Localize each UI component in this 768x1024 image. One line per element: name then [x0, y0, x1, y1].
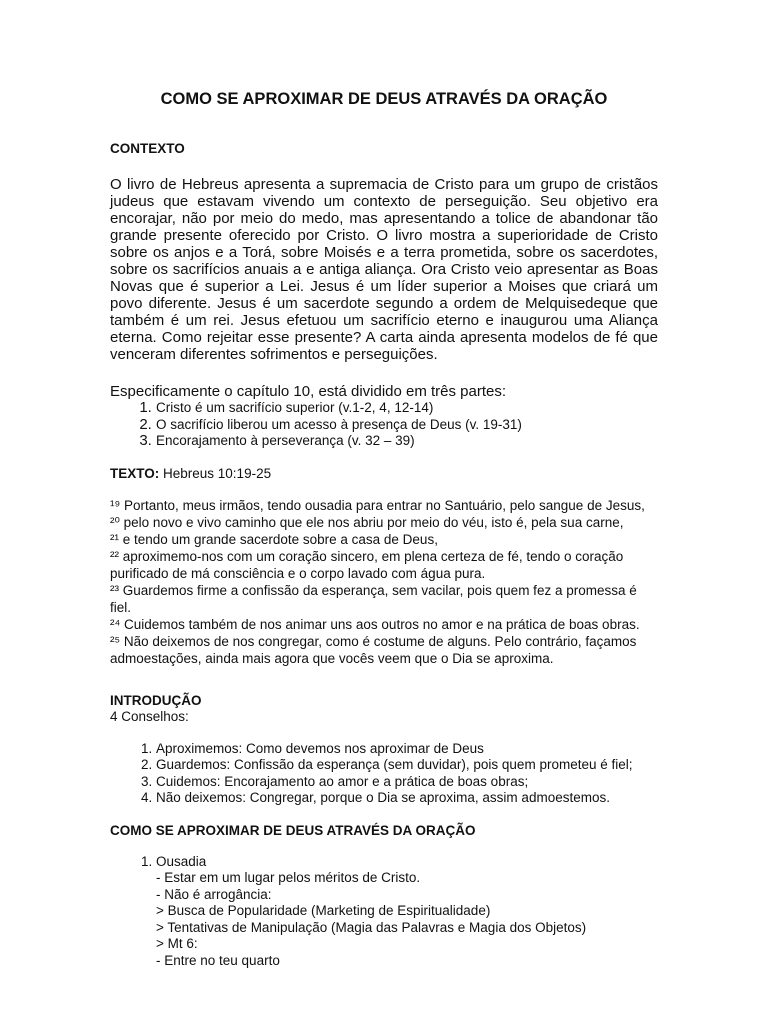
contexto-heading: CONTEXTO: [110, 141, 185, 156]
introducao-subtitle: 4 Conselhos:: [110, 708, 189, 724]
prayer-outline-list: [110, 854, 658, 970]
outline-subpoint: > Mt 6:: [156, 936, 198, 951]
verse-20: ²⁰ pelo novo e vivo caminho que ele nos abriu por meio do véu, isto é, pela sua carne,: [110, 514, 624, 530]
outline-subpoint: - Estar em um lugar pelos méritos de Cristo.: [156, 870, 421, 885]
outline-subpoint: > Tentativas de Manipulação (Magia das Palavras e Magia dos Objetos): [156, 919, 587, 935]
introducao-heading: INTRODUÇÃO: [110, 692, 202, 708]
advice-item: 2. Guardemos: Confissão da esperança (sem duvidar), pois quem prometeu é fiel;: [156, 757, 658, 774]
verse-24: ²⁴ Cuidemos também de nos animar uns aos outros no amor e na prática de boas obras.: [110, 616, 640, 632]
outline-subpoint: - Entre no teu quarto: [156, 952, 280, 968]
texto-reference-line: [110, 466, 658, 481]
chapter-part-item: 2. O sacrifício liberou um acesso à presença de Deus (v. 19-31): [156, 417, 658, 434]
verse-19: ¹⁹ Portanto, meus irmãos, tendo ousadia para entrar no Santuário, pelo sangue de Jesus,: [110, 497, 645, 513]
oracao-heading: COMO SE APROXIMAR DE DEUS ATRAVÉS DA ORAÇÃO: [110, 822, 476, 838]
outline-subpoint: > Busca de Popularidade (Marketing de Espiritualidade): [156, 903, 491, 918]
outline-subpoint: - Não é arrogância:: [156, 886, 272, 902]
verse-21: ²¹ e tendo um grande sacerdote sobre a casa de Deus,: [110, 531, 438, 547]
verse-22: ²² aproximemo-nos com um coração sincero, em plena certeza de fé, tendo o coração purificado de má consciência e o corpo lavado com água pura.: [110, 548, 624, 581]
advice-item: 1. Aproximemos: Como devemos nos aproximar de Deus: [156, 741, 658, 758]
document-page: [110, 90, 658, 969]
verse-25: ²⁵ Não deixemos de nos congregar, como é costume de alguns. Pelo contrário, façamos admoestações, ainda mais agora que vocês veem que o Dia se aproxima.: [110, 633, 637, 666]
contexto-paragraph: O livro de Hebreus apresenta a supremacia de Cristo para um grupo de cristãos judeus que estavam vivendo um contexto de perseguição. Seu objetivo era encorajar, não por meio do medo, mas apresentando a tolice de abandonar tão grande presente oferecido por Cristo. O livro mostra a superioridade de Cristo sobre os anjos e a Torá, sobre Moisés e a terra prometida, sobre os sacerdotes, sobre os sacrifícios anuais a e antiga aliança. Ora Cristo veio apresentar as Boas Novas que é superior a Lei. Jesus é um líder superior a Moises que criará um povo diferente. Jesus é um sacerdote segundo a ordem de Melquisedeque que também é um rei. Jesus efetuou um sacrifício eterno e inaugurou uma Aliança eterna. Como rejeitar esse presente? A carta ainda apresenta modelos de fé que venceram diferentes sofrimentos e perseguições.: [110, 176, 658, 363]
verse-23: ²³ Guardemos firme a confissão da esperança, sem vacilar, pois quem fez a promessa é fiel.: [110, 582, 637, 615]
scripture-passage: [110, 497, 658, 667]
chapter-division-intro: Especificamente o capítulo 10, está dividido em três partes:: [110, 383, 507, 400]
outline-item-label: 1. Ousadia: [156, 853, 207, 869]
texto-reference: Hebreus 10:19-25: [159, 465, 272, 481]
chapter-part-item: 1. Cristo é um sacrifício superior (v.1-2, 4, 12-14): [156, 400, 658, 417]
chapter-parts-list: [110, 400, 658, 450]
document-title: COMO SE APROXIMAR DE DEUS ATRAVÉS DA ORAÇÃO: [160, 90, 608, 108]
advice-item: 3. Cuidemos: Encorajamento ao amor e a prática de boas obras;: [156, 774, 658, 791]
advice-item: 4. Não deixemos: Congregar, porque o Dia se aproxima, assim admoestemos.: [156, 790, 658, 807]
advice-list: [110, 741, 658, 807]
chapter-part-item: 3. Encorajamento à perseverança (v. 32 – 39): [156, 433, 658, 450]
texto-label: TEXTO:: [110, 465, 160, 481]
outline-item-ousadia: [156, 854, 658, 970]
